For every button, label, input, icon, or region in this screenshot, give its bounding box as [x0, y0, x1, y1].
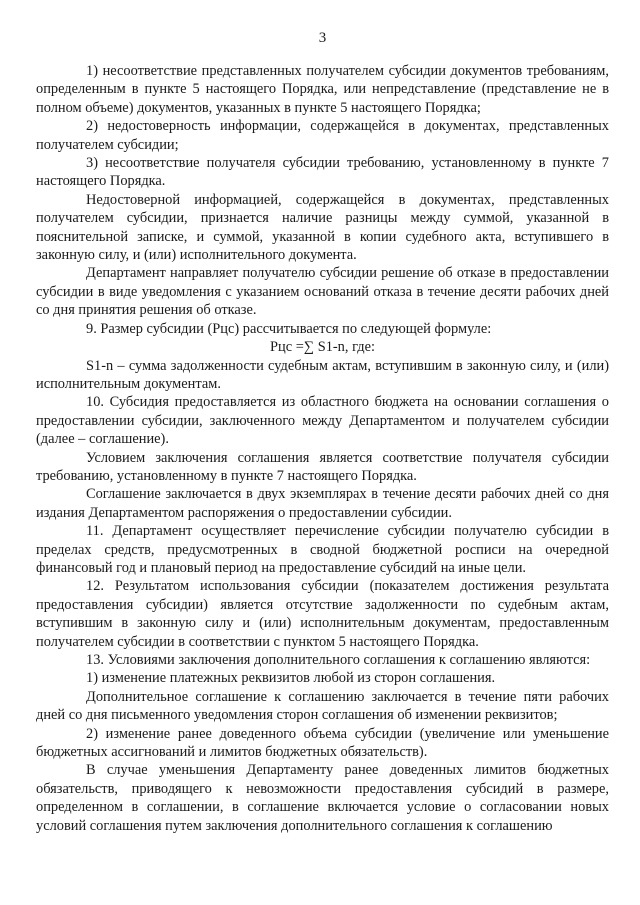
paragraph-false-info: Недостоверной информацией, содержащейся в документах, представленных получателем субсидии, признается наличие разницы между суммой, указанной в пояснительной записке, и суммой, указанной в копии судебного акта, вступившего в законную силу, и (или) исполнительного документа. — [36, 191, 609, 264]
paragraph-limits-reduction: В случае уменьшения Департаменту ранее доведенных лимитов бюджетных обязательств, приводящего к невозможности предоставления субсидий в размере, определенном в соглашении, в соглашение включается условие о согласовании новых условий соглашения путем заключения дополнительного соглашения к соглашению — [36, 762, 609, 834]
page-number: 3 — [318, 30, 327, 46]
paragraph-item-13-2: 2) изменение ранее доведенного объема субсидии (увеличение или уменьшение бюджетных ассигнований и лимитов бюджетных обязательств). — [36, 725, 609, 761]
paragraph-formula-legend: S1-n – сумма задолженности судебным актам, вступившим в законную силу, и (или) исполнительным документам. — [36, 357, 609, 392]
paragraph-item-10: 10. Субсидия предоставляется из областного бюджета на основании соглашения о предоставлении субсидии, заключенного между Департаментом и получателем субсидии (далее – соглашение). — [36, 394, 609, 448]
paragraph-refusal: Департамент направляет получателю субсидии решение об отказе в предоставлении субсидии в виде уведомления с указанием оснований отказа в течение десяти рабочих дней со дня принятия решения об отказе. — [36, 265, 609, 319]
paragraph-item-9: 9. Размер субсидии (Рцс) рассчитывается по следующей формуле: — [86, 320, 492, 337]
paragraph-item-13: 13. Условиями заключения дополнительного соглашения к соглашению являются: — [86, 652, 591, 668]
paragraph-agreement-term: Соглашение заключается в двух экземплярах в течение десяти рабочих дней со дня издания Департаментом распоряжения о предоставлении субсидии. — [36, 486, 609, 521]
paragraph-clause-3: 3) несоответствие получателя субсидии требованию, установленному в пункте 7 настоящего Порядка. — [36, 155, 609, 190]
paragraph-item-13-1: 1) изменение платежных реквизитов любой из сторон соглашения. — [86, 670, 496, 687]
paragraph-clause-2: 2) недостоверность информации, содержащейся в документах, представленных получателем субсидии; — [36, 118, 609, 153]
paragraph-item-12: 12. Результатом использования субсидии (показателем достижения результата предоставления субсидии) является отсутствие задолженности по судебным актам, вступившим в законную силу и (или) исполнительным документам, предоставленным получателем субсидии в соответствии с пунктом 5 настоящего Порядка. — [36, 578, 609, 650]
paragraph-clause-1: 1) несоответствие представленных получателем субсидии документов требованиям, определенным в пункте 5 настоящего Порядка, или непредставление (представление не в полном объеме) документов, указанных в пункте 5 настоящего Порядка; — [36, 63, 609, 116]
document-body — [36, 62, 609, 835]
formula: Рцс =∑ S1-n, где: — [270, 339, 375, 356]
paragraph-agreement-condition: Условием заключения соглашения является соответствие получателя субсидии требованию, установленному в пункте 7 настоящего Порядка. — [36, 449, 609, 484]
paragraph-item-11: 11. Департамент осуществляет перечисление субсидии получателю субсидии в пределах средств, предусмотренных в сводной бюджетной росписи на очередной финансовый год и плановый период на предоставление субсидий на иные цели. — [36, 523, 609, 576]
paragraph-supplementary-term: Дополнительное соглашение к соглашению заключается в течение пяти рабочих дней со дня письменного уведомления сторон соглашения об изменении реквизитов; — [36, 688, 609, 724]
